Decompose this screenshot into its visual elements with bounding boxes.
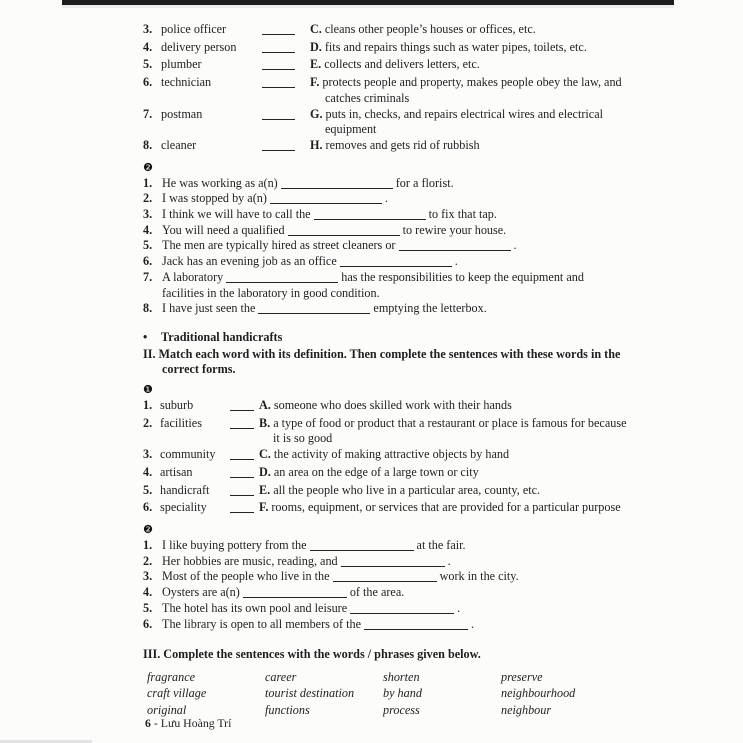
sentence-text xyxy=(162,585,627,601)
item-number: 4. xyxy=(143,39,153,54)
word-bank-item: neighbourhood xyxy=(501,686,576,701)
fill-in-blank xyxy=(310,538,414,551)
answer-blank xyxy=(262,40,310,58)
word-bank-item: functions xyxy=(265,702,310,717)
definition-text: collects and delivers letters, etc. xyxy=(324,57,480,72)
item-number: 1. xyxy=(143,398,153,413)
definition-text: protects people and property, makes people obey the law, and catches criminals xyxy=(322,75,622,105)
definition-letter: D. xyxy=(310,39,322,54)
word-bank-item: process xyxy=(383,702,420,717)
sentence-number: 6. xyxy=(143,616,153,631)
heading-number: II. xyxy=(143,346,156,361)
match-word: police officer xyxy=(161,22,227,36)
item-number: 2. xyxy=(143,415,153,430)
fill-in-blank xyxy=(243,585,347,598)
match-exercise-jobs xyxy=(143,22,627,156)
answer-blank xyxy=(262,57,310,75)
definition-letter: G. xyxy=(310,106,323,121)
answer-blank xyxy=(230,416,259,447)
definition-letter: C. xyxy=(259,447,271,462)
sentence-number: 4. xyxy=(143,585,153,600)
sentence-text xyxy=(162,601,627,617)
definition-letter: E. xyxy=(259,482,271,497)
match-word: artisan xyxy=(160,464,193,479)
sentence-pre: The library is open to all members of the xyxy=(162,616,362,631)
blank-line xyxy=(262,107,295,120)
sentence-post: . xyxy=(454,254,458,269)
definition-text: someone who does skilled work with their hands xyxy=(273,398,512,413)
blank-line xyxy=(262,22,295,35)
sentence-number: 5. xyxy=(143,238,153,253)
circled-number-2-icon: ❷ xyxy=(143,522,153,536)
match-word: community xyxy=(160,447,216,462)
sentence-post: emptying the letterbox. xyxy=(373,301,487,316)
answer-blank xyxy=(262,75,310,106)
item-number: 6. xyxy=(143,500,153,515)
sentence-post: at the fair. xyxy=(416,537,466,552)
word-bank-item: craft village xyxy=(147,686,207,701)
circled-number-2-icon: ❷ xyxy=(143,160,153,174)
match-definition xyxy=(259,465,627,483)
answer-blank xyxy=(230,398,259,416)
match-word: plumber xyxy=(161,57,202,72)
match-word: cleaner xyxy=(161,137,197,152)
item-number: 8. xyxy=(143,137,153,152)
definition-text: puts in, checks, and repairs electrical wires and electrical equipment xyxy=(325,106,604,137)
definition-letter: F. xyxy=(310,75,320,90)
word-bank-item: by hand xyxy=(383,686,422,701)
blank-line xyxy=(230,465,254,478)
fill-in-blank xyxy=(270,191,382,204)
bullet-icon: • xyxy=(143,329,148,344)
blank-line xyxy=(262,138,295,151)
definition-letter: E. xyxy=(310,57,322,72)
item-number: 5. xyxy=(143,57,153,72)
sentence-pre: He was working as a(n) xyxy=(162,175,278,190)
sentence-number: 3. xyxy=(143,569,153,584)
sentence-number: 1. xyxy=(143,537,153,552)
sentence-number: 4. xyxy=(143,222,153,237)
match-word: suburb xyxy=(160,398,194,413)
exercise-ii-heading xyxy=(143,347,627,378)
sentence-number: 3. xyxy=(143,207,153,222)
answer-blank xyxy=(230,465,259,483)
definition-text: a type of food or product that a restaurant or place is famous for because it is so good xyxy=(273,415,627,446)
match-definition xyxy=(259,447,627,465)
sentence-post: . xyxy=(457,600,461,615)
sentence-number: 7. xyxy=(143,269,153,284)
sentence-pre: You will need a qualified xyxy=(162,222,285,237)
word-bank-item: tourist destination xyxy=(265,686,355,701)
item-number: 5. xyxy=(143,482,153,497)
item-number: 7. xyxy=(143,106,153,121)
answer-blank xyxy=(230,447,259,465)
fill-in-blank xyxy=(258,301,370,314)
heading-text: Complete the sentences with the words / phrases given below. xyxy=(163,647,481,662)
word-bank xyxy=(143,669,627,719)
exercise-iii-heading xyxy=(143,647,627,663)
sentence-pre: Her hobbies are music, reading, and xyxy=(162,553,338,568)
match-definition xyxy=(310,75,627,106)
match-definition xyxy=(259,500,627,518)
sentence-number: 1. xyxy=(143,175,153,190)
item-number: 3. xyxy=(143,22,153,36)
fill-in-blank xyxy=(314,207,426,220)
sentence-pre: The men are typically hired as street cleaners or xyxy=(162,238,396,253)
blank-line xyxy=(230,398,254,411)
match-word: speciality xyxy=(160,500,207,515)
definition-text: rooms, equipment, or services that are provided for a particular purpose xyxy=(271,500,621,515)
sentence-pre: I think we will have to call the xyxy=(162,207,311,222)
sentence-text xyxy=(162,238,627,254)
sentence-post: . xyxy=(447,553,451,568)
fill-in-blank xyxy=(281,176,393,189)
sentence-post: to rewire your house. xyxy=(402,222,507,237)
item-number: 4. xyxy=(143,464,153,479)
sentence-text xyxy=(162,191,627,207)
blank-line xyxy=(262,57,295,70)
match-word: facilities xyxy=(160,415,202,430)
sentence-text xyxy=(162,270,627,301)
match-word: postman xyxy=(161,106,203,121)
match-word: technician xyxy=(161,75,212,90)
sentence-pre: The hotel has its own pool and leisure xyxy=(162,600,348,615)
section-title-text: Traditional handicrafts xyxy=(161,329,283,344)
match-definition xyxy=(310,107,627,138)
heading-text: Match each word with its definition. Then complete the sentences with these words in the correct forms. xyxy=(158,346,621,377)
sentence-text xyxy=(162,176,627,192)
sentence-post: . xyxy=(513,238,517,253)
fill-in-blank xyxy=(341,554,445,567)
sentence-number: 6. xyxy=(143,254,153,269)
sentence-post: . xyxy=(384,191,388,206)
match-exercise-handicrafts xyxy=(143,398,627,518)
answer-blank xyxy=(262,22,310,40)
sentence-pre: I was stopped by a(n) xyxy=(162,191,267,206)
footer-author: - Lưu Hoàng Trí xyxy=(150,716,232,730)
sentence-number: 2. xyxy=(143,553,153,568)
fill-in-blank xyxy=(340,254,452,267)
sentence-text xyxy=(162,301,627,317)
definition-letter: A. xyxy=(259,398,271,413)
scan-top-bar-shadow xyxy=(62,5,674,8)
answer-blank xyxy=(262,138,310,156)
sentence-post: of the area. xyxy=(349,585,405,600)
sentence-pre: Jack has an evening job as an office xyxy=(162,254,337,269)
sentence-pre: I have just seen the xyxy=(162,301,256,316)
item-number: 3. xyxy=(143,447,153,462)
fill-in-blank xyxy=(333,569,437,582)
sentence-post: has the responsibilities to keep the equipment and facilities in the laboratory in good condition. xyxy=(162,269,584,300)
answer-blank xyxy=(230,500,259,518)
sentence-pre: Oysters are a(n) xyxy=(162,585,240,600)
definition-letter: B. xyxy=(259,415,271,430)
heading-number: III. xyxy=(143,647,161,662)
sentence-text xyxy=(162,254,627,270)
match-definition xyxy=(259,398,627,416)
sentence-list-jobs xyxy=(143,176,627,317)
definition-text: removes and gets rid of rubbish xyxy=(325,137,480,152)
blank-line xyxy=(262,75,295,88)
word-bank-item: career xyxy=(265,669,297,684)
match-definition xyxy=(310,138,627,156)
word-bank-item: original xyxy=(147,702,187,717)
sentence-text xyxy=(162,207,627,223)
answer-blank xyxy=(230,483,259,501)
definition-letter: F. xyxy=(259,500,269,515)
sentence-pre: I like buying pottery from the xyxy=(162,537,307,552)
match-definition xyxy=(259,483,627,501)
fill-in-blank xyxy=(399,238,511,251)
sentence-post: . xyxy=(471,616,475,631)
blank-line xyxy=(230,416,254,429)
circled-number-1-icon: ❶ xyxy=(143,383,153,397)
sentence-list-handicrafts xyxy=(143,538,627,632)
answer-blank xyxy=(262,107,310,138)
match-word: handicraft xyxy=(160,482,210,497)
blank-line xyxy=(230,447,254,460)
word-bank-item: shorten xyxy=(383,669,420,684)
word-bank-item: preserve xyxy=(501,669,543,684)
sentence-post: for a florist. xyxy=(395,175,454,190)
sentence-text xyxy=(162,223,627,239)
match-definition xyxy=(310,57,627,75)
fill-in-blank xyxy=(350,601,454,614)
match-word: delivery person xyxy=(161,39,237,54)
definition-letter: D. xyxy=(259,464,271,479)
sentence-text xyxy=(162,617,627,633)
section-title xyxy=(143,330,627,346)
definition-text: fits and repairs things such as water pipes, toilets, etc. xyxy=(324,39,587,54)
sentence-post: work in the city. xyxy=(439,569,519,584)
sentence-pre: Most of the people who live in the xyxy=(162,569,330,584)
match-definition xyxy=(310,22,627,40)
sentence-text xyxy=(162,569,627,585)
fill-in-blank xyxy=(288,223,400,236)
blank-line xyxy=(262,40,295,53)
word-bank-item: fragrance xyxy=(147,669,196,684)
definition-text: the activity of making attractive objects by hand xyxy=(273,447,510,462)
definition-text: an area on the edge of a large town or city xyxy=(273,464,479,479)
fill-in-blank xyxy=(364,617,468,630)
page-number: 6 xyxy=(145,716,151,730)
word-bank-item: neighbour xyxy=(501,702,552,717)
sentence-pre: A laboratory xyxy=(162,269,224,284)
definition-letter: H. xyxy=(310,137,323,152)
page-footer xyxy=(145,716,231,732)
definition-text: all the people who live in a particular area, county, etc. xyxy=(273,482,541,497)
sentence-number: 2. xyxy=(143,191,153,206)
sentence-number: 8. xyxy=(143,301,153,316)
sentence-text xyxy=(162,538,627,554)
page-content xyxy=(143,22,627,718)
sentence-post: to fix that tap. xyxy=(428,207,497,222)
fill-in-blank xyxy=(226,270,338,283)
sentence-text xyxy=(162,554,627,570)
item-number: 6. xyxy=(143,75,153,90)
match-definition xyxy=(310,40,627,58)
blank-line xyxy=(230,500,254,513)
sentence-number: 5. xyxy=(143,600,153,615)
blank-line xyxy=(230,483,254,496)
match-definition xyxy=(259,416,627,447)
definition-text: cleans other people’s houses or offices, etc. xyxy=(324,22,536,36)
definition-letter: C. xyxy=(310,22,322,36)
